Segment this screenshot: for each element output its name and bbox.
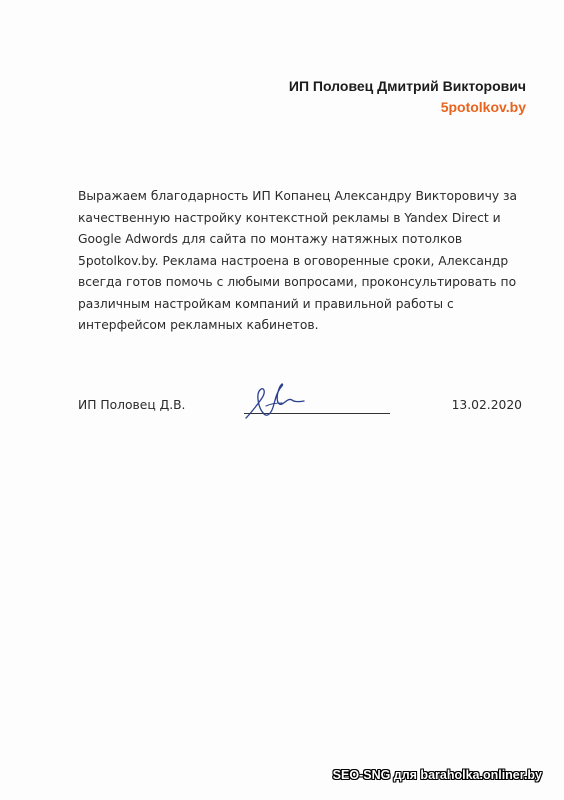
watermark-text: SEO-SNG для baraholka.onliner.by xyxy=(332,768,542,782)
signer-name: ИП Половец Д.В. xyxy=(78,398,186,412)
letter-body xyxy=(78,186,538,337)
sender-website: 5potolkov.by xyxy=(440,99,526,115)
letter-line: Google Adwords для сайта по монтажу натяжных потолков xyxy=(78,232,463,246)
letter-date: 13.02.2020 xyxy=(451,398,522,412)
sender-name: ИП Половец Дмитрий Викторович xyxy=(288,78,526,94)
letter-line: различным настройкам компаний и правильной работы с xyxy=(78,296,454,311)
letter-line: качественную настройку контекстной рекламы в Yandex Direct и xyxy=(78,210,501,225)
letter-line: интерфейсом рекламных кабинетов. xyxy=(78,318,319,332)
letter-line: всегда готов помочь с любыми вопросами, проконсультировать по xyxy=(78,275,517,289)
handwritten-signature xyxy=(236,368,316,428)
letter-line: Выражаем благодарность ИП Копанец Александру Викторовичу за xyxy=(78,189,518,203)
letter-line: 5potolkov.by. Реклама настроена в оговоренные сроки, Александр xyxy=(78,253,509,268)
